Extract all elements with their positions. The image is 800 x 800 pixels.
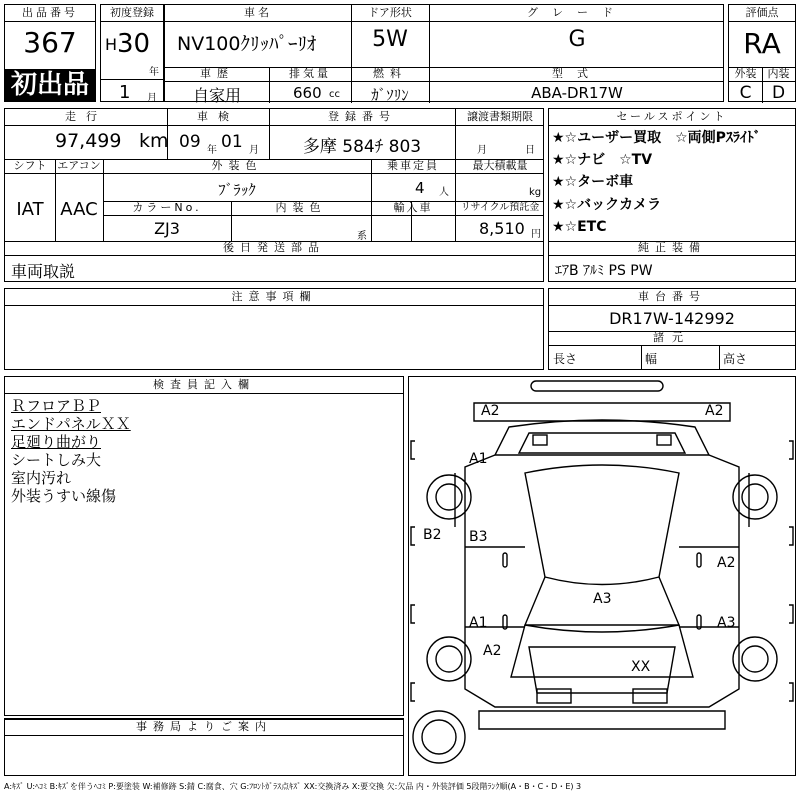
- diagram-mark-front-right: A2: [705, 403, 724, 419]
- model-code: ABA-DR17W: [531, 84, 623, 102]
- shift-label: シフト: [13, 159, 47, 172]
- inspector-notes-block: [4, 376, 404, 716]
- ext-grade-label: 外装: [734, 67, 757, 80]
- ac-label: エアコン: [57, 159, 101, 172]
- diagram-mark-left-rear-quarter: A2: [483, 643, 502, 659]
- equipment: ｴｱB ｱﾙﾐ PS PW: [555, 263, 653, 279]
- load-unit: kg: [529, 187, 542, 198]
- car-name-label: 車名: [244, 6, 272, 19]
- vehicle-detail-block: [4, 108, 544, 282]
- plate-number: 多摩 584ﾁ 803: [302, 137, 422, 157]
- grade: G: [568, 27, 586, 52]
- interior-color-unit: 系: [357, 231, 367, 242]
- height-label: 高さ: [723, 352, 748, 366]
- diagram-mark-left-front-door: B3: [469, 529, 488, 545]
- plate-label: 登録番号: [328, 110, 396, 123]
- registration-year-unit: 年: [149, 67, 159, 78]
- sales-points-label: セールスポイント: [616, 110, 728, 123]
- inspection-label: 車検: [197, 110, 239, 123]
- diagram-mark-front-left: A2: [481, 403, 500, 419]
- displacement-unit: cc: [329, 89, 340, 100]
- registration-month: 1: [119, 82, 131, 103]
- model-label: 型式: [552, 67, 602, 80]
- sales-point-item: ★☆バックカメラ: [552, 197, 662, 213]
- diagram-mark-rear-gate: XX: [631, 659, 651, 675]
- transfer-month-unit: 月: [477, 145, 487, 156]
- inspector-note-item: ＲフロアＢＰ: [11, 397, 102, 415]
- exterior-color: ﾌﾞﾗｯｸ: [218, 181, 256, 199]
- chassis-block: [548, 288, 796, 370]
- score-label: 評価点: [745, 6, 779, 19]
- displacement: 660: [293, 84, 322, 102]
- sales-point-item: ★☆ナビ ☆TV: [552, 152, 653, 168]
- inspector-note-item: 室内汚れ: [11, 469, 72, 487]
- lot-number-cell: [4, 4, 96, 102]
- transfer-day-unit: 日: [525, 145, 535, 156]
- mileage-unit: km: [139, 130, 169, 152]
- recycle-fee: 8,510: [479, 219, 525, 238]
- history: 自家用: [192, 86, 241, 105]
- dimensions-label: 諸元: [653, 331, 691, 344]
- capacity: 4: [415, 179, 425, 197]
- diagram-mark-left-fender: B2: [423, 527, 442, 543]
- color-label: 外装色: [211, 159, 263, 172]
- damage-legend: A:ｷｽﾞ U:ﾍｺﾐ B:ｷｽﾞを伴うﾍｺﾐ P:要塗装 W:補修跡 S:錆 C:腐食、穴 G:ﾌﾛﾝﾄｶﾞﾗｽ点ｷｽﾞ XX:交換済み X:要交換 欠:欠品 内・外装評価 5段階ﾗﾝｸ順(A・B・C・D・E) 3: [4, 782, 582, 791]
- recycle-label: リサイクル預託金: [460, 202, 540, 213]
- width-label: 幅: [645, 352, 658, 366]
- lot-number-label: 出品番号: [22, 6, 78, 19]
- color-number: ZJ3: [154, 219, 180, 238]
- displacement-label: 排気量: [289, 67, 331, 80]
- lot-number: 367: [23, 26, 77, 59]
- mileage-label: 走行: [65, 110, 107, 123]
- office-notice-block: [4, 718, 404, 776]
- mileage: 97,499: [55, 130, 122, 152]
- door-type: 5W: [372, 27, 408, 52]
- inspector-note-item: 外装うすい線傷: [11, 487, 117, 505]
- inspector-note-item: シートしみ大: [11, 451, 102, 469]
- damage-diagram: [408, 376, 796, 776]
- registration-year: 30: [117, 29, 151, 59]
- score: RA: [743, 27, 781, 60]
- notes-label: 注意事項欄: [231, 290, 317, 303]
- inspector-note-item: 足廻り曲がり: [11, 433, 102, 451]
- score-cell: [728, 4, 796, 102]
- shift: IAT: [16, 199, 44, 220]
- load-label: 最大積載量: [472, 159, 528, 172]
- first-time-badge: 初出品: [5, 69, 95, 101]
- first-registration-cell: [100, 4, 164, 102]
- later-parts-label: 後日発送部品: [223, 241, 325, 254]
- later-parts: 車両取説: [11, 262, 76, 281]
- door-label: ドア形状: [368, 6, 412, 19]
- office-notice-label: 事務局よりご案内: [136, 720, 272, 733]
- diagram-mark-right-rear-door: A3: [717, 615, 736, 631]
- inspector-label: 検査員記入欄: [153, 378, 255, 391]
- capacity-label: 乗車定員: [387, 159, 439, 172]
- color-no-label: カラーNo.: [132, 201, 202, 214]
- diagram-mark-right-front-door: A2: [717, 555, 736, 571]
- sales-point-item: ★☆ETC: [552, 219, 607, 235]
- inspection-month: 01: [221, 132, 243, 152]
- inspector-note-item: エンドパネルＸＸ: [11, 415, 131, 433]
- length-label: 長さ: [553, 352, 578, 366]
- int-grade-label: 内装: [767, 67, 790, 80]
- grade-label: グレード: [527, 6, 627, 19]
- chassis-label: 車台番号: [638, 290, 706, 303]
- sales-point-item: ★☆ターボ車: [552, 174, 634, 190]
- chassis-number: DR17W-142992: [609, 309, 735, 328]
- registration-era: H: [105, 35, 118, 54]
- air-conditioner: AAC: [60, 199, 98, 220]
- inspection-month-unit: 月: [249, 145, 259, 156]
- recycle-fee-unit: 円: [531, 229, 541, 240]
- inspection-year-unit: 年: [207, 145, 217, 156]
- car-outline: [409, 377, 795, 775]
- transfer-label: 譲渡書類期限: [467, 110, 533, 123]
- interior-color-label: 内装色: [275, 201, 327, 214]
- int-grade: D: [771, 83, 786, 103]
- diagram-mark-hood: A1: [469, 451, 488, 467]
- sales-point-item: ★☆ユーザー買取 ☆両側Pｽﾗｲﾄﾞ: [552, 130, 761, 146]
- car-name: NV100ｸﾘｯﾊﾟｰﾘｵ: [177, 33, 317, 55]
- equipment-label: 純正装備: [638, 241, 706, 254]
- registration-label: 初度登録: [110, 6, 154, 19]
- ext-grade: C: [739, 83, 752, 103]
- main-spec-block: [164, 4, 724, 105]
- registration-month-unit: 月: [147, 93, 157, 104]
- history-label: 車歴: [200, 67, 234, 80]
- notes-block: [4, 288, 544, 370]
- inspection-year: 09: [179, 132, 201, 152]
- diagram-mark-left-rear-door: A1: [469, 615, 488, 631]
- fuel-label: 燃料: [373, 67, 407, 80]
- import-label: 輸入車: [393, 201, 433, 214]
- sales-points-block: [548, 108, 796, 282]
- fuel: ｶﾞｿﾘﾝ: [371, 86, 409, 104]
- diagram-mark-roof: A3: [593, 591, 612, 607]
- capacity-unit: 人: [439, 187, 449, 198]
